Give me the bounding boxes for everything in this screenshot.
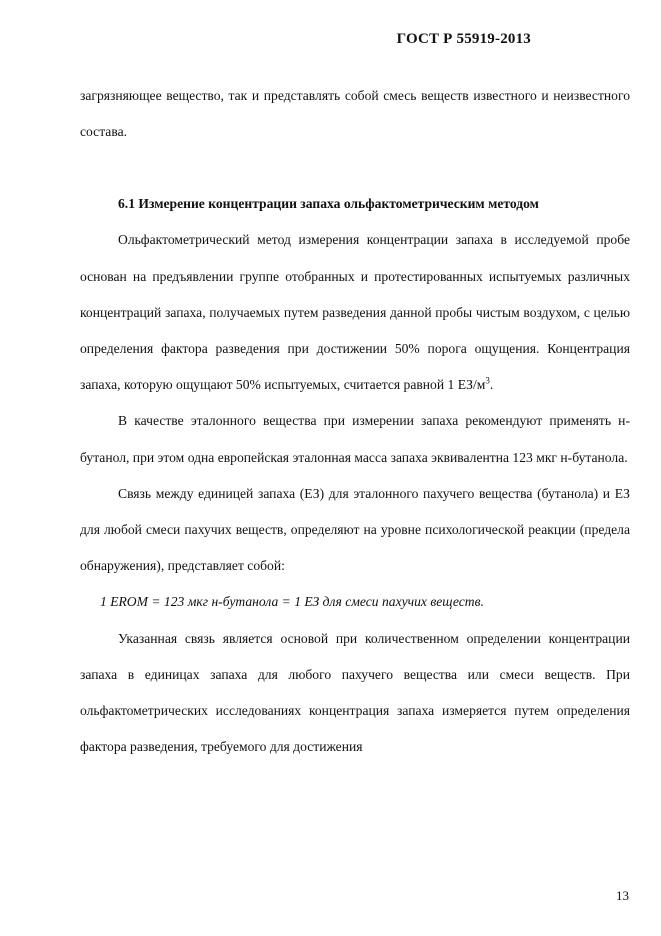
- paragraph-continuation: загрязняющее вещество, так и представлять собой смесь веществ известного и неизвестного состава.: [80, 88, 630, 140]
- formula-line: 1 EROM = 123 мкг н-бутанола = 1 ЕЗ для смеси пахучих веществ.: [100, 594, 484, 610]
- paragraph-olfactometric-method: [80, 222, 630, 403]
- paragraph-reference-substance: В качестве эталонного вещества при измерении запаха рекомендуют применять н-бутанол, при этом одна европейская эталонная масса запаха эквивалентна 123 мкг н-бутанола.: [80, 413, 630, 465]
- document-body: [80, 78, 630, 765]
- spacer: [80, 150, 630, 186]
- section-heading: 6.1 Измерение концентрации запаха ольфактометрическим методом: [118, 196, 539, 212]
- paragraph-text: Ольфактометрический метод измерения концентрации запаха в исследуемой пробе основан на предъявлении группе отобранных и протестированных испытуемых различных концентраций запаха, получаемых путем разведения данной пробы чистым воздухом, с целью определения фактора разведения при достижении 50% порога ощущения. Концентрация запаха, которую ощущают 50% испытуемых, считается равной 1 ЕЗ/м: [80, 232, 630, 393]
- superscript-cube: 3: [485, 375, 490, 386]
- paragraph-basis: Указанная связь является основой при количественном определении концентрации запаха в единицах запаха для любого пахучего вещества или смеси веществ. При ольфактометрических исследованиях концентрация запаха измеряется путем определения фактора разведения, требуемого для достижения: [80, 630, 630, 755]
- page-number: 13: [616, 888, 629, 903]
- paragraph-relationship: Связь между единицей запаха (ЕЗ) для эталонного пахучего вещества (бутанола) и ЕЗ для любой смеси пахучих веществ, определяют на уровне психологической реакции (предела обнаружения), представляет собой:: [80, 485, 630, 574]
- document-header: ГОСТ Р 55919-2013: [396, 31, 531, 47]
- paragraph-end: .: [489, 377, 494, 393]
